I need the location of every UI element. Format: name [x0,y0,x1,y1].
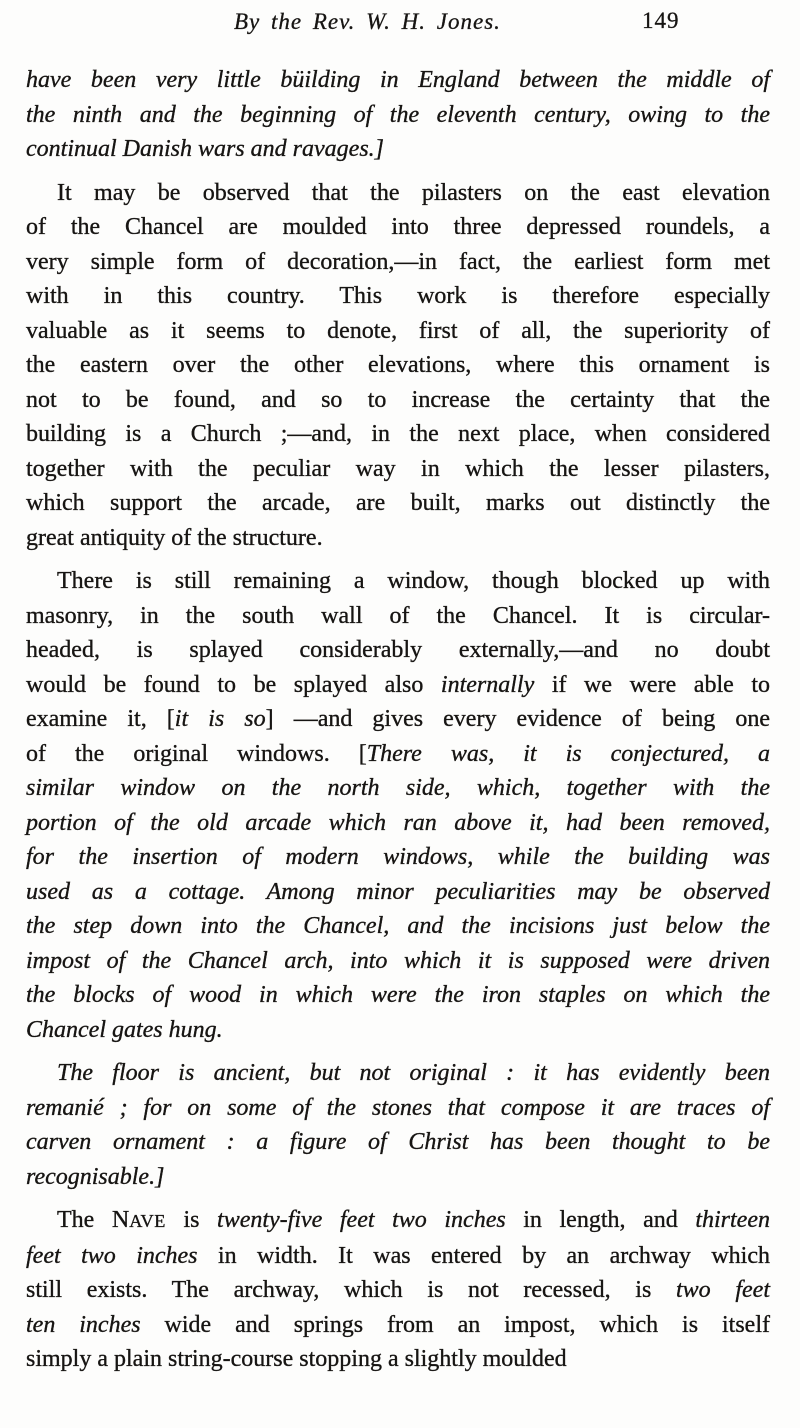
text-segment: would be found to be splayed also [26,671,441,698]
text-segment: the step down into the Chancel, and the incisions just below the [26,913,770,939]
text-line [26,771,770,806]
text-line [26,1239,770,1274]
page-number: 149 [642,8,680,33]
text-segment: still exists. The archway, which is not recessed, is [26,1277,676,1303]
text-segment: continual Danish wars and ravages.] [26,136,385,162]
text-segment: wide and springs from an impost, which is itself [140,1311,770,1338]
text-line [26,1308,770,1343]
text-segment: It may be observed that the pilasters on the east elevation [57,179,770,206]
text-line [26,98,770,133]
text-segment: impost of the Chancel arch, into which it is supposed were driven [26,947,770,974]
text-line [26,132,770,167]
running-title: By the Rev. W. H. Jones. [234,9,501,34]
text-line [26,521,770,556]
text-segment: AVE [129,1211,166,1231]
text-segment: portion of the old arcade which ran above it, had been removed, [26,809,770,836]
text-line [26,176,770,211]
text-segment: if we were able to [534,671,771,698]
text-line [26,1160,770,1195]
pilasters-paragraph [26,176,770,556]
text-line [26,1013,770,1048]
text-segment: headed, is splayed considerably externally,—and no doubt [26,637,770,663]
text-segment: the blocks of wood in which were the iron staples on which the [26,982,770,1008]
page-body [26,63,770,1377]
text-segment: together with the peculiar way in which the lesser pilasters, [26,455,770,482]
text-segment: simply a plain string-course stopping a slightly moulded [26,1346,567,1372]
text-segment: The N [57,1207,130,1233]
text-segment: The floor is ancient, but not original : it has evidently been [57,1060,770,1086]
text-line [26,840,770,875]
text-segment: in width. It was entered by an archway which [197,1242,770,1269]
text-segment: very simple form of decoration,—in fact, the earliest form met [26,248,770,275]
text-line [26,599,770,634]
text-segment: valuable as it seems to denote, first of all, the superiority of [26,317,770,344]
text-segment: feet two inches [26,1242,198,1269]
text-segment: twenty-five feet two inches [217,1207,506,1233]
text-line [26,875,770,910]
text-segment: which support the arcade, are built, marks out distinctly the [26,490,770,516]
text-segment: There is still remaining a window, though blocked up with [57,568,770,594]
text-line [26,702,770,737]
nave-paragraph [26,1203,770,1377]
continuation-editorial-note [26,63,770,167]
text-segment: examine it, [ [26,706,175,732]
text-segment: two feet [676,1277,770,1303]
text-segment: recognisable.] [26,1163,165,1190]
text-line [26,737,770,772]
text-line [26,245,770,280]
text-line [26,417,770,452]
text-line [26,279,770,314]
text-line [26,314,770,349]
text-segment: remanié ; for on some of the stones that compose it are traces of [26,1094,770,1121]
text-segment: in length, and [505,1207,696,1233]
text-line [26,452,770,487]
text-line [26,668,770,703]
text-segment: building is a Church ;—and, in the next place, when considered [26,421,770,447]
text-line [26,210,770,245]
text-segment: used as a cottage. Among minor peculiarities may be observed [26,878,770,905]
text-segment: the ninth and the beginning of the eleventh century, owing to the [26,101,770,128]
text-line [26,383,770,418]
text-segment: carven ornament : a figure of Christ has been thought to be [26,1129,770,1155]
text-segment: internally [440,671,535,698]
text-segment: thirteen [695,1207,770,1233]
text-line [26,564,770,599]
text-segment: the eastern over the other elevations, where this ornament is [26,352,770,378]
text-line [26,1056,770,1091]
text-segment: it is so [174,706,266,732]
text-line [26,633,770,668]
text-line [26,978,770,1013]
text-line [26,1203,770,1239]
text-segment: with in this country. This work is therefore especially [26,283,770,309]
window-paragraph [26,564,770,1047]
text-segment: for the insertion of modern windows, while the building was [26,844,770,870]
text-segment: great antiquity of the structure. [26,524,323,551]
text-segment: There was, it is conjectured, a [366,740,771,767]
text-line [26,909,770,944]
text-line [26,486,770,521]
text-line [26,1273,770,1308]
floor-paragraph [26,1056,770,1194]
text-segment: masonry, in the south wall of the Chancel. It is circular- [26,602,770,629]
text-line [26,348,770,383]
text-segment: Chancel gates hung. [26,1016,223,1043]
text-segment: ] —and gives every evidence of being one [265,706,771,732]
text-line [26,63,770,98]
text-segment: not to be found, and so to increase the certainty that the [26,386,770,413]
text-segment: have been very little büilding in England between the middle of [26,67,770,93]
text-line [26,1125,770,1160]
text-segment: of the original windows. [ [26,740,367,767]
text-segment: ten inches [26,1311,141,1338]
text-line [26,1342,770,1377]
text-line [26,944,770,979]
text-segment: of the Chancel are moulded into three depressed roundels, a [26,214,770,240]
text-line [26,1091,770,1126]
text-segment: similar window on the north side, which, together with the [26,775,770,801]
page-header [0,6,800,40]
text-segment: is [165,1207,218,1233]
text-line [26,806,770,841]
